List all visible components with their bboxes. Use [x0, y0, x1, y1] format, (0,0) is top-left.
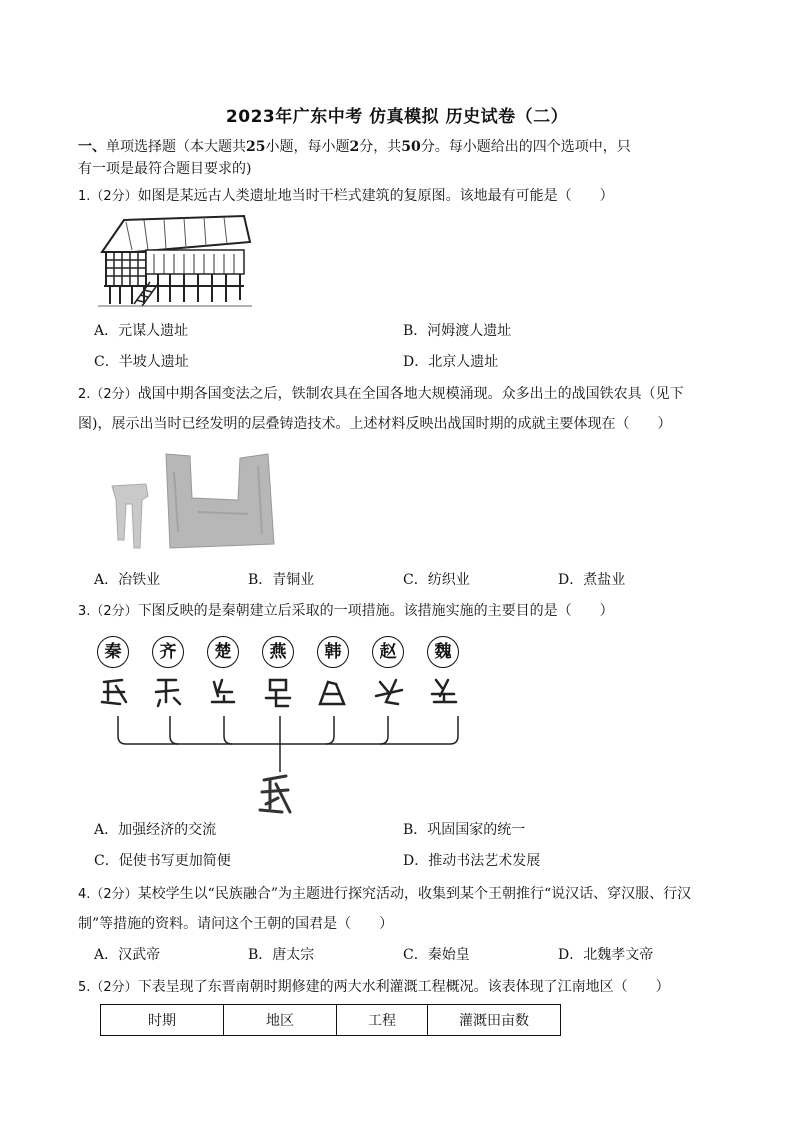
section-intro-b: 小题，每小题	[265, 139, 350, 155]
points-per-question: 2	[349, 139, 360, 155]
q3-option-c[interactable]: C．促使书写更加简便	[94, 853, 231, 869]
q1-option-c[interactable]: C．半坡人遗址	[94, 354, 189, 370]
question-2-text-line2: 图)，展示出当时已经发明的层叠铸造技术。上述材料反映出战国时期的成就主要体现在（ ）	[78, 416, 672, 432]
state-circle-qi: 齐	[152, 636, 184, 668]
total-points: 50	[401, 139, 421, 155]
state-circle-yan: 燕	[262, 636, 294, 668]
q4-option-b[interactable]: B．唐太宗	[248, 947, 315, 963]
q1-option-d[interactable]: D．北京人遗址	[403, 354, 499, 370]
section-heading: 一、	[78, 139, 106, 155]
q2-option-d[interactable]: D．煮盐业	[558, 572, 626, 588]
section-intro-a: 单项选择题（本大题共	[106, 139, 246, 155]
table-header-row	[101, 1005, 561, 1036]
q2-option-b[interactable]: B．青铜业	[248, 572, 315, 588]
q3-option-d[interactable]: D．推动书法艺术发展	[403, 853, 541, 869]
question-4-number: 4.（2分）	[78, 887, 138, 902]
state-circle-qin: 秦	[97, 636, 129, 668]
question-1-number: 1.（2分）	[78, 189, 138, 204]
state-circle-zhao: 赵	[372, 636, 404, 668]
unified-script-diagram-icon	[90, 672, 480, 818]
question-3-number: 3.（2分）	[78, 604, 138, 619]
q4-option-d[interactable]: D．北魏孝文帝	[558, 947, 654, 963]
table-header-project: 工程	[337, 1005, 428, 1036]
q3-option-a[interactable]: A．加强经济的交流	[94, 822, 217, 838]
q4-option-a[interactable]: A．汉武帝	[94, 947, 161, 963]
irrigation-table	[100, 1004, 561, 1036]
question-2	[78, 384, 684, 405]
state-circle-chu: 楚	[207, 636, 239, 668]
question-5-number: 5.（2分）	[78, 980, 138, 995]
question-5-text: 下表呈现了东晋南朝时期修建的两大水利灌溉工程概况。该表体现了江南地区（ ）	[137, 979, 670, 995]
question-4-text-line2: 制”等措施的资料。请问这个王朝的国君是（ ）	[78, 916, 394, 932]
q1-option-b[interactable]: B．河姆渡人遗址	[403, 323, 512, 339]
question-4-text-line1: 某校学生以“民族融合”为主题进行探究活动，收集到某个王朝推行“说汉话、穿汉服、行汉	[137, 886, 692, 902]
question-3	[78, 601, 614, 622]
state-circle-wei: 魏	[427, 636, 459, 668]
question-count: 25	[246, 139, 266, 155]
q3-option-b[interactable]: B．巩固国家的统一	[403, 822, 526, 838]
section-intro-c: 分，共	[359, 139, 402, 155]
iron-tools-photo-icon	[108, 452, 278, 552]
question-5	[78, 977, 670, 998]
q2-option-a[interactable]: A．冶铁业	[94, 572, 161, 588]
question-2-number: 2.（2分）	[78, 387, 138, 402]
section-intro	[78, 137, 631, 157]
exam-title: 2023年广东中考 仿真模拟 历史试卷（二）	[225, 107, 569, 127]
table-header-region: 地区	[224, 1005, 337, 1036]
section-intro-d: 分。每小题给出的四个选项中，只	[420, 139, 631, 155]
q4-option-c[interactable]: C．秦始皇	[403, 947, 470, 963]
q1-option-a[interactable]: A．元谋人遗址	[94, 323, 189, 339]
state-circle-han: 韩	[317, 636, 349, 668]
table-header-period: 时期	[101, 1005, 224, 1036]
question-4	[78, 884, 691, 905]
stilt-house-illustration-icon	[94, 212, 254, 308]
table-header-irrigated-area: 灌溉田亩数	[428, 1005, 561, 1036]
question-1-text: 如图是某远古人类遗址地当时干栏式建筑的复原图。该地最有可能是（ ）	[137, 188, 614, 204]
question-1	[78, 186, 614, 207]
question-2-text-line1: 战国中期各国变法之后，铁制农具在全国各地大规模涌现。众多出土的战国铁农具（见下	[137, 386, 684, 402]
question-3-text: 下图反映的是秦朝建立后采取的一项措施。该措施实施的主要目的是（ ）	[137, 603, 614, 619]
q2-option-c[interactable]: C．纺织业	[403, 572, 470, 588]
section-intro-line2: 有一项是最符合题目要求的)	[78, 161, 252, 177]
